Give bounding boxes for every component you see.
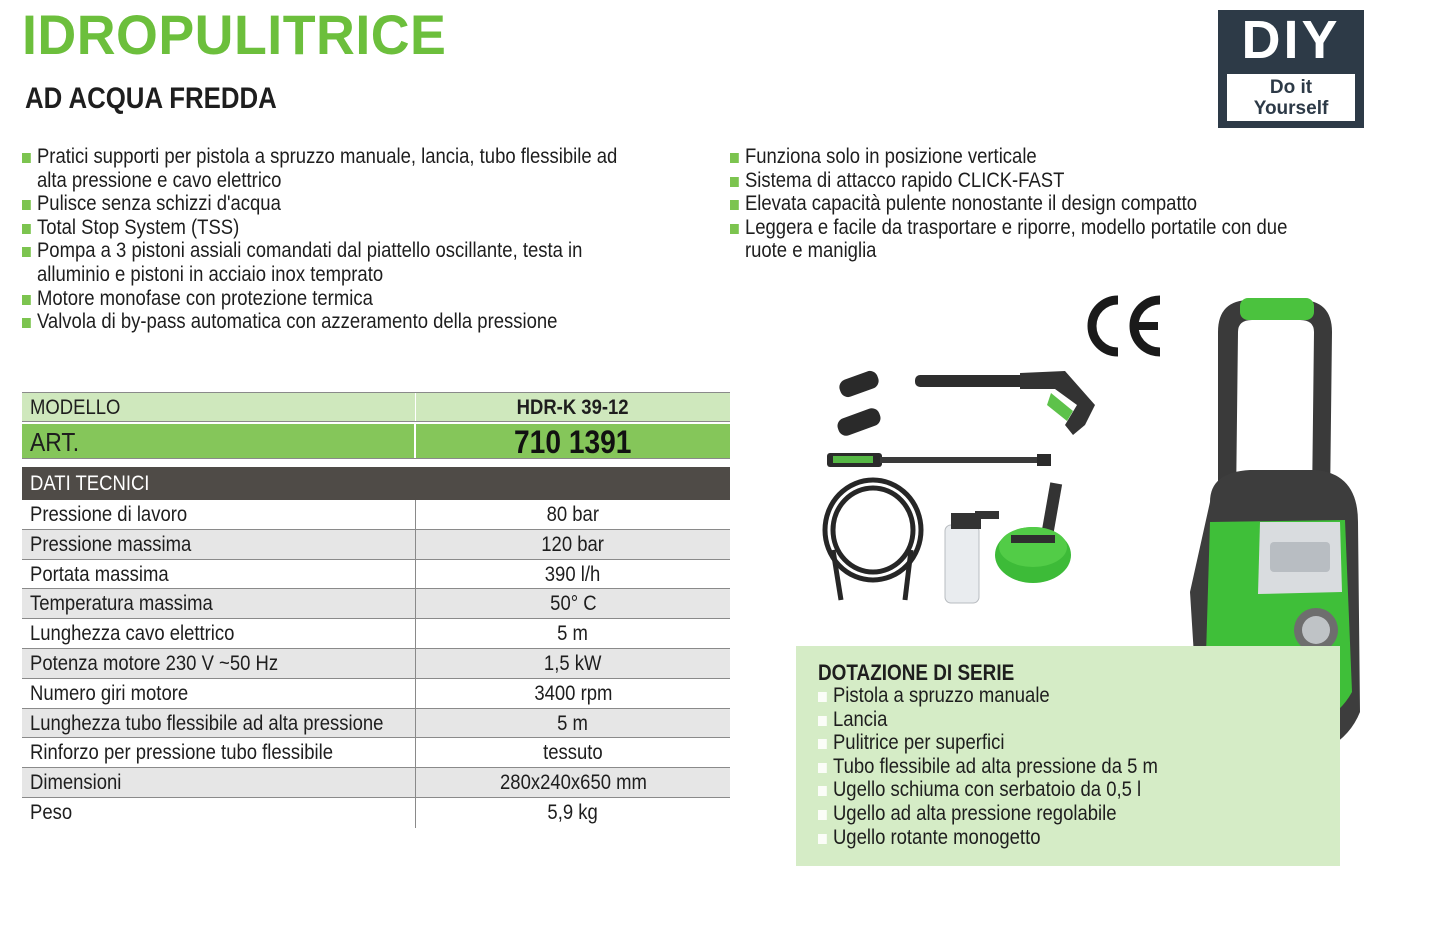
accessories-illustration [815,365,1110,615]
list-item: Pistola a spruzzo manuale [818,684,1158,708]
spec-label: Lunghezza cavo elettrico [22,619,416,648]
article-label: ART. [22,424,416,458]
surface-cleaner-icon [995,482,1071,583]
table-row [22,500,730,530]
feature-item: Elevata capacità pulente nonostante il design compatto [730,192,1399,216]
page-title: IDROPULITRICE [22,3,447,66]
spec-rows [22,500,730,828]
spec-value: tessuto [543,741,603,765]
diy-logo-text: DIY [1241,10,1341,70]
feature-list-left [22,145,782,334]
spec-value: 80 bar [546,503,600,526]
spec-table [22,392,730,828]
article-row [22,422,730,459]
feature-item: Sistema di attacco rapido CLICK-FAST [730,169,1399,193]
feature-list-right [730,145,1445,263]
spec-value: 390 l/h [545,562,601,586]
table-row [22,679,730,709]
standard-equipment-box [796,646,1340,866]
model-row [22,392,730,422]
feature-item: Pulisce senza schizzi d'acqua [22,192,691,216]
table-row [22,709,730,739]
article-value: 710 1391 [514,424,632,460]
model-label: MODELLO [22,393,416,421]
spec-label: Potenza motore 230 V ~50 Hz [22,649,416,678]
spec-value: 280x240x650 mm [499,771,647,795]
standard-equipment-list [818,684,1204,849]
section-header [22,467,730,500]
model-value: HDR-K 39-12 [517,396,629,419]
spec-label: Rinforzo per pressione tubo flessibile [22,738,416,767]
list-item: Ugello schiuma con serbatoio da 0,5 l [818,778,1158,802]
diy-logo-subtitle [1227,74,1355,121]
table-row [22,530,730,560]
section-title: DATI TECNICI [30,472,150,495]
spec-value: 120 bar [541,532,605,556]
diy-logo-line1: Do it [1269,77,1313,98]
spec-value: 3400 rpm [533,681,613,705]
table-row [22,589,730,619]
list-item: Ugello rotante monogetto [818,826,1158,850]
foam-bottle-icon [945,511,999,603]
spec-value: 50° C [549,592,597,616]
spec-value: 5 m [557,622,589,646]
list-item: Tubo flessibile ad alta pressione da 5 m [818,755,1158,779]
feature-item: Pratici supporti per pistola a spruzzo manuale, lancia, tubo flessibile ad [22,145,691,169]
table-row [22,798,730,828]
page-subtitle: AD ACQUA FREDDA [25,82,277,115]
feature-item-continuation: alluminio e pistoni in acciaio inox temprato [36,262,384,286]
table-row [22,560,730,590]
spec-value: 5,9 kg [547,800,599,824]
spray-gun-icon [915,371,1095,435]
list-item: Lancia [818,708,1158,732]
lance-icon [827,453,1051,467]
table-row [22,619,730,649]
table-row [22,768,730,798]
feature-item: Motore monofase con protezione termica [22,287,691,311]
feature-item: Pompa a 3 pistoni assiali comandati dal piattello oscillante, testa in [22,239,691,263]
spec-label: Peso [22,798,416,828]
list-item: Pulitrice per superfici [818,731,1158,755]
feature-item: Leggera e facile da trasportare e riporre, modello portatile con due [730,216,1399,240]
list-item: Ugello ad alta pressione regolabile [818,802,1158,826]
feature-item: Funziona solo in posizione verticale [730,145,1399,169]
hose-icon [825,480,921,600]
standard-equipment-title: DOTAZIONE DI SERIE [818,660,1015,685]
spec-label: Lunghezza tubo flessibile ad alta pressione [22,709,416,738]
diy-logo-line2: Yourself [1253,98,1329,119]
table-row [22,738,730,768]
spec-value: 1,5 kW [544,651,602,675]
spec-label: Pressione di lavoro [22,500,416,529]
spec-label: Pressione massima [22,530,416,559]
spec-label: Numero giri motore [22,679,416,708]
diy-logo [1218,10,1364,128]
spec-label: Temperatura massima [22,589,416,618]
spec-value: 5 m [557,711,589,735]
spec-label: Portata massima [22,560,416,589]
feature-item: Valvola di by-pass automatica con azzeramento della pressione [22,310,691,334]
feature-item: Total Stop System (TSS) [22,216,691,240]
spec-label: Dimensioni [22,768,416,797]
table-row [22,649,730,679]
feature-item-continuation: alta pressione e cavo elettrico [36,168,282,192]
feature-item-continuation: ruote e maniglia [744,239,877,263]
nozzle-icon [835,369,883,438]
